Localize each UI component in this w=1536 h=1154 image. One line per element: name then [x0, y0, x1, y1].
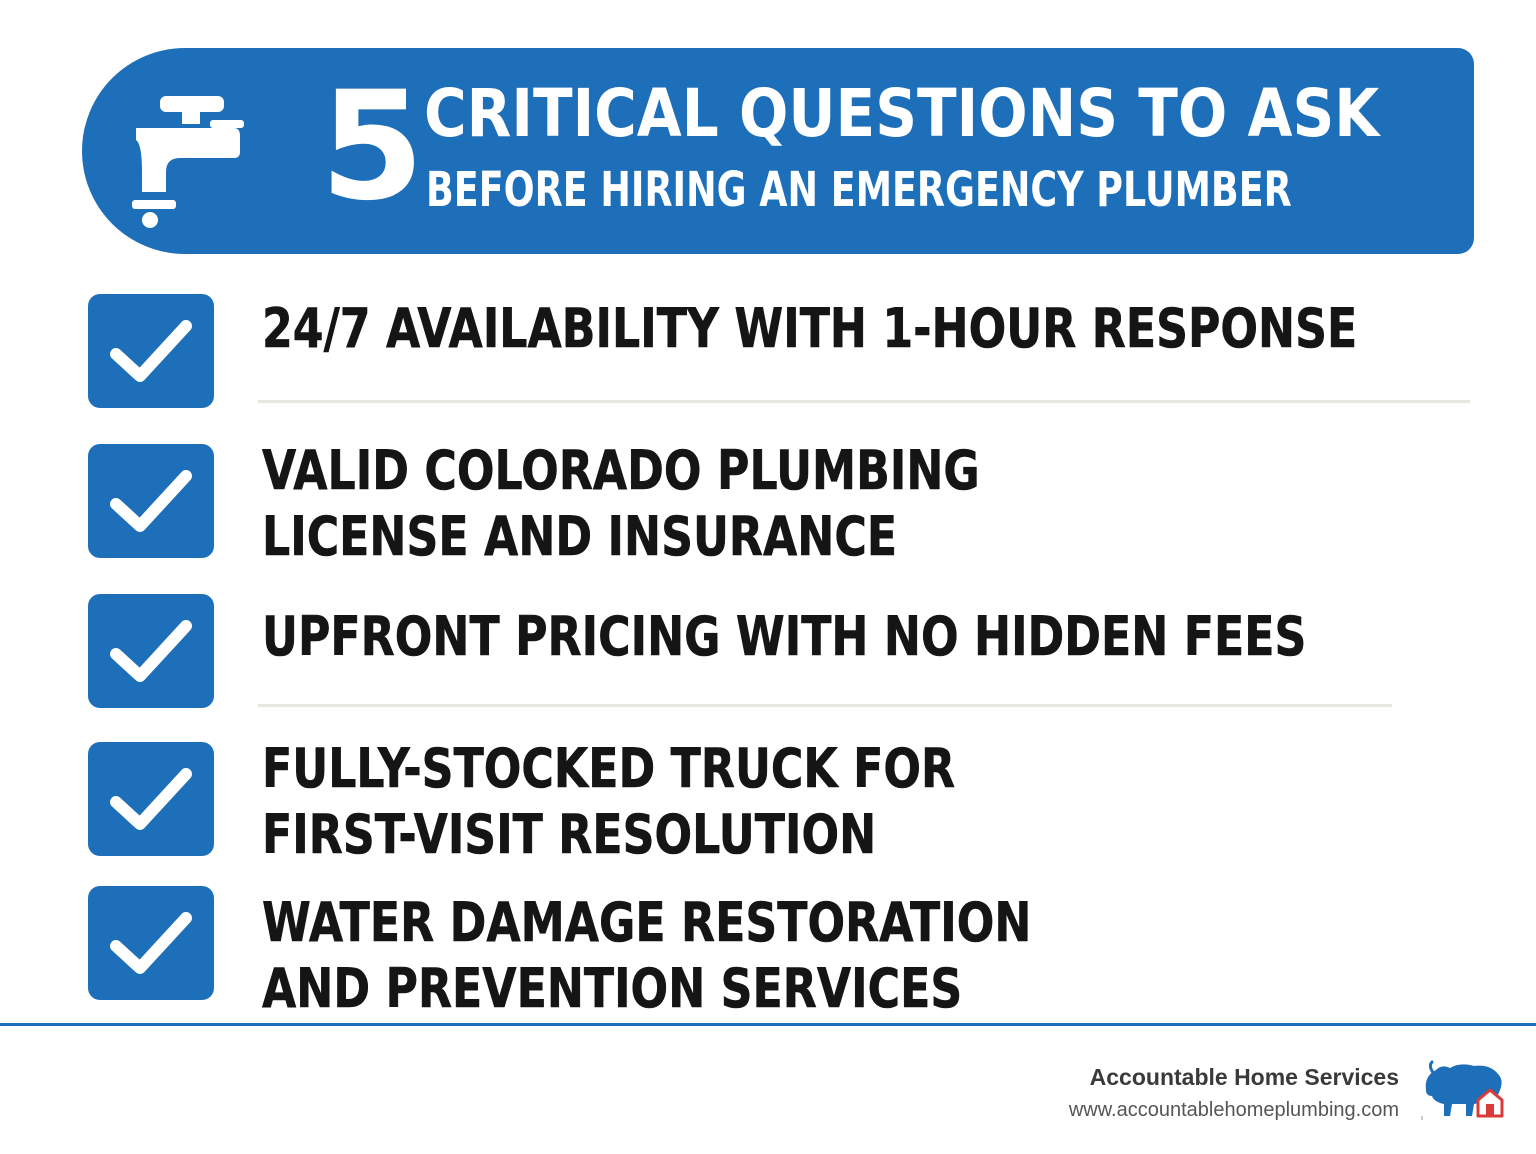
checkbox-2 — [88, 444, 214, 558]
company-url[interactable]: www.accountablehomeplumbing.com — [1068, 1099, 1399, 1121]
checkmark-icon — [106, 310, 196, 392]
checkbox-3 — [88, 594, 214, 708]
divider — [258, 704, 1392, 707]
page-subtitle: BEFORE HIRING AN EMERGENCY PLUMBER — [426, 162, 1292, 218]
checklist-item-5 — [262, 890, 1031, 1022]
checkmark-icon — [106, 610, 196, 692]
checklist-item-4-line-2: FIRST-VISIT RESOLUTION — [262, 803, 877, 866]
checkbox-4 — [88, 742, 214, 856]
checklist-item-1-line-1: 24/7 AVAILABILITY WITH 1-HOUR RESPONSE — [262, 297, 1358, 360]
checklist-item-3 — [262, 604, 1306, 670]
checkmark-icon — [106, 758, 196, 840]
checklist-item-3-line-1: UPFRONT PRICING WITH NO HIDDEN FEES — [262, 605, 1307, 668]
checkbox-5 — [88, 886, 214, 1000]
checklist-item-5-line-2: AND PREVENTION SERVICES — [262, 957, 963, 1020]
checklist-item-1 — [262, 296, 1357, 362]
big-number: 5 — [320, 60, 421, 234]
header-banner — [82, 48, 1474, 254]
checklist-item-2-line-1: VALID COLORADO PLUMBING — [262, 439, 980, 502]
checklist-item-2-line-2: LICENSE AND INSURANCE — [262, 505, 898, 568]
checklist-item-2 — [262, 438, 980, 570]
checklist-item-5-line-1: WATER DAMAGE RESTORATION — [262, 891, 1032, 954]
checkmark-icon — [106, 460, 196, 542]
checkbox-1 — [88, 294, 214, 408]
divider — [258, 400, 1470, 403]
company-name: Accountable Home Services — [1089, 1064, 1399, 1090]
checklist-item-4 — [262, 736, 955, 868]
checkmark-icon — [106, 902, 196, 984]
page-title: CRITICAL QUESTIONS TO ASK — [424, 75, 1380, 152]
footer-divider — [0, 1023, 1536, 1026]
checklist-item-4-line-1: FULLY-STOCKED TRUCK FOR — [262, 737, 956, 800]
bison-house-logo-icon — [1420, 1060, 1510, 1122]
faucet-icon — [130, 88, 250, 228]
